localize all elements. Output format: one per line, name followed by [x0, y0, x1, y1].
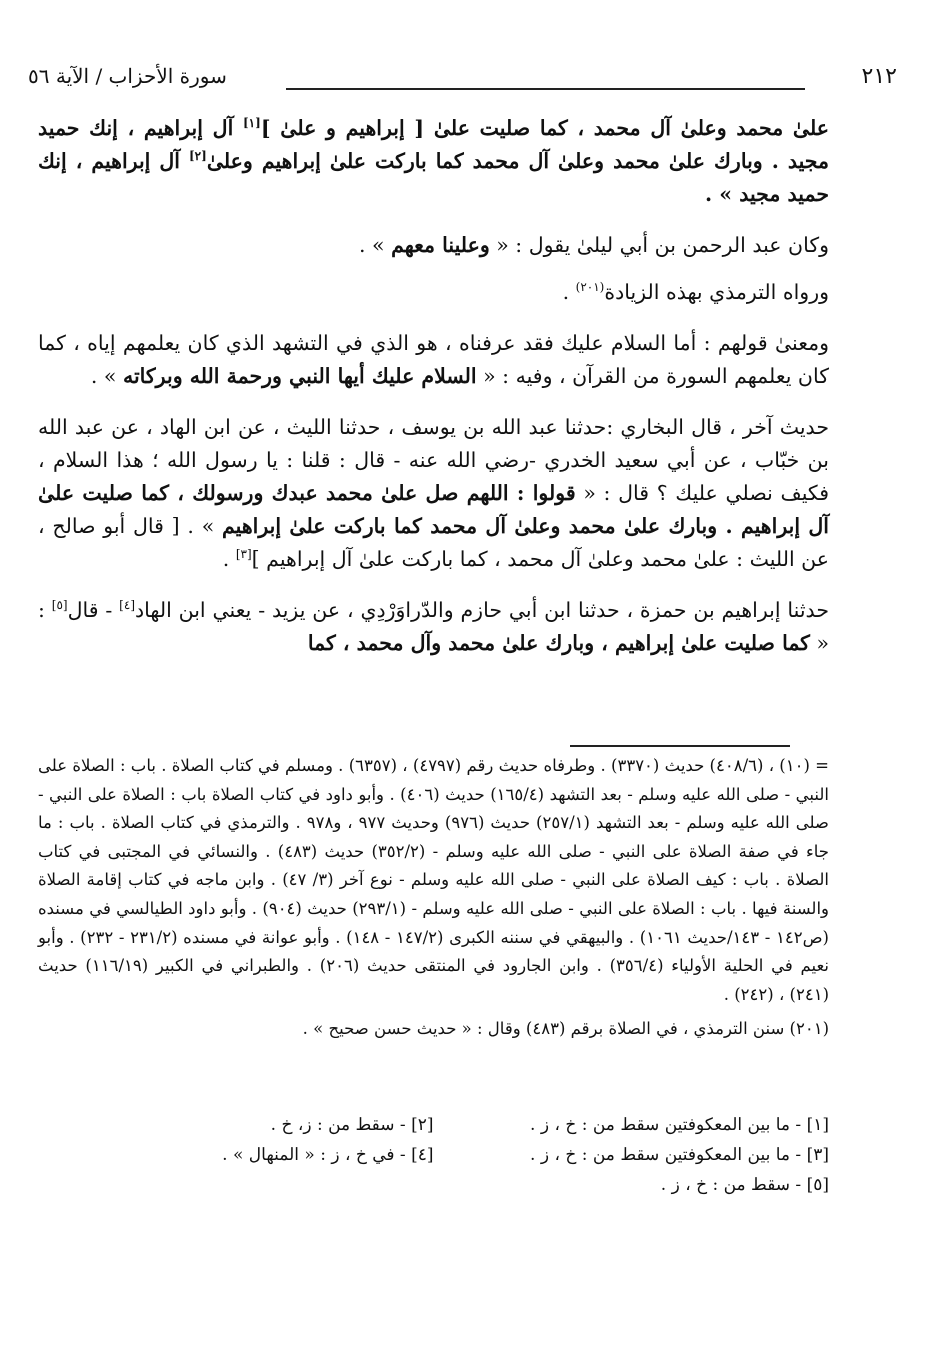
apparatus-note: [٢] - سقط من : ز، خ . — [270, 1115, 434, 1135]
apparatus-note: [٤] - في خ ، ز : « المنهال » . — [222, 1145, 434, 1165]
note-ref: [٥] — [51, 598, 68, 613]
apparatus-row — [38, 1170, 829, 1200]
footnote-ref: (٢٠١) — [575, 280, 605, 295]
paragraph-2: وكان عبد الرحمن بن أبي ليلىٰ يقول : « وعلينا معهم » . — [358, 233, 829, 257]
apparatus-note: [١] - ما بين المعكوفتين سقط من : خ ، ز . — [530, 1115, 829, 1135]
apparatus-note: [٥] - سقط من : خ ، ز . — [660, 1175, 829, 1195]
paragraph-3: ورواه الترمذي بهذه الزيادة$^{(٢٠١)}$ . — [562, 280, 829, 304]
note-ref: [٤] — [119, 598, 135, 613]
hadith-text: علىٰ محمد وعلىٰ آل محمد ، كما صليت علىٰ [ إبراهيم و علىٰ ][١] آل إبراهيم ، إنك حميد مجيد . وبارك علىٰ محمد وعلىٰ آل محمد كما باركت علىٰ إبراهيم وعلىٰ[٢] آل إبراهيم ، إنك حميد مجيد » . — [38, 116, 829, 206]
footnote-201: (٢٠١) سنن الترمذي ، في الصلاة برقم (٤٨٣) وقال : « حديث حسن صحيح » . — [302, 1019, 829, 1039]
note-ref: [٣] — [235, 547, 252, 562]
paragraph-1 — [38, 112, 829, 211]
paragraph-4: ومعنىٰ قولهم : أما السلام عليك فقد عرفناه ، هو الذي في التشهد الذي كان يعلمهم إياه ، كما كان يعلمهم السورة من القرآن ، وفيه : « السلام عليك أيها النبي ورحمة الله وبركاته » . — [38, 331, 829, 388]
header-rule — [286, 88, 805, 90]
apparatus-row — [38, 1140, 829, 1170]
apparatus-row — [38, 1110, 829, 1140]
surah-title: سورة الأحزاب / الآية ٥٦ — [28, 64, 227, 88]
footnotes — [38, 752, 829, 1050]
note-ref: [١] — [242, 116, 261, 131]
footnote-continued: = (١٠) ، (٤٠٨/٦) حديث (٣٣٧٠) . وطرفاه حديث رقم (٤٧٩٧) ، (٦٣٥٧) . ومسلم في كتاب الصلاة . باب : الصلاة على النبي - صلى الله عليه وسلم - بعد التشهد (١٦٥/٤) حديث (٤٠٦) . وأبو داود في كتاب الصلاة باب : الصلاة على النبي - صلى الله عليه وسلم - بعد التشهد (٢٥٧/١) حديث (٩٧٦) وحديث ٩٧٧ ، و٩٧٨ . والترمذي في كتاب الصلاة . باب : ما جاء في صفة الصلاة على النبي - صلى الله عليه وسلم - (٣٥٢/٢) حديث (٤٨٣) . والنسائي في المجتبى في كتاب الصلاة . باب : كيف الصلاة على النبي - صلى الله عليه وسلم - نوع آخر (٣/ ٤٧) . وابن ماجه في كتاب إقامة الصلاة والسنة فيها . باب : الصلاة على النبي - صلى الله عليه وسلم - (٢٩٣/١) حديث (٩٠٤) . وأبو داود الطيالسي في مسنده (ص١٤٢ - ١٤٣/حديث ١٠٦١) . والبيهقي في سننه الكبرى (١٤٧/٢ - ١٤٨) . وأبو عوانة في مسنده (٢٣١/٢ - ٢٣٢) . وأبو نعيم في الحلية الأولياء (٣٥٦/٤) . وابن الجارود في المنتقى حديث (٢٠٦) . والطبراني في الكبير (١١٦/١٩) حديث (٢٤١) ، (٢٤٢) . — [38, 756, 830, 1004]
footnote-rule — [570, 745, 790, 747]
page-number: ٢١٢ — [861, 64, 897, 89]
apparatus-note: [٣] - ما بين المعكوفتين سقط من : خ ، ز . — [530, 1145, 829, 1165]
critical-apparatus — [38, 1110, 829, 1200]
note-ref: [٢] — [188, 149, 207, 164]
main-text — [38, 112, 829, 678]
paragraph-6: حدثنا إبراهيم بن حمزة ، حدثنا ابن أبي حازم والدّراوَرْدِي ، عن يزيد - يعني ابن الهاد[٤] - قال[٥] : « كما صليت علىٰ إبراهيم ، وبارك علىٰ محمد وآل محمد ، كما — [38, 598, 829, 655]
apparatus-note — [38, 1170, 434, 1200]
paragraph-5: حديث آخر ، قال البخاري :حدثنا عبد الله بن يوسف ، حدثنا الليث ، عن ابن الهاد ، عن عبد الله بن خبّاب ، عن أبي سعيد الخدري -رضي الله عنه - قال : قلنا : يا رسول الله ؛ هذا السلام ، فكيف نصلي عليك ؟ قال : « قولوا : اللهم صل علىٰ محمد عبدك ورسولك ، كما صليت علىٰ آل إبراهيم . وبارك علىٰ محمد وعلىٰ آل محمد كما باركت علىٰ إبراهيم » . [ قال أبو صالح ، عن الليث : علىٰ محمد وعلىٰ آل محمد ، كما باركت علىٰ آل إبراهيم ][٣] . — [38, 415, 829, 571]
running-header — [28, 62, 897, 96]
